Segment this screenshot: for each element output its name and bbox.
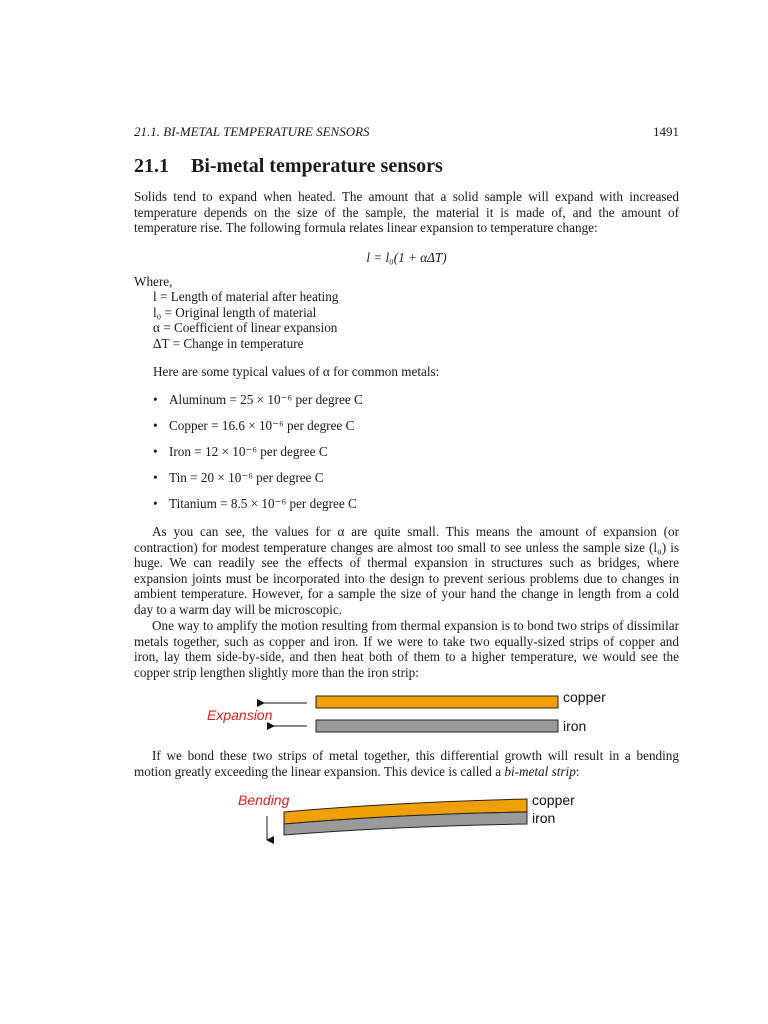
copper-strip — [316, 696, 558, 708]
list-item: • Tin = 20 × 10⁻⁶ per degree C — [153, 470, 324, 485]
section-heading — [134, 155, 443, 178]
list-item: • Iron = 12 × 10⁻⁶ per degree C — [153, 444, 328, 459]
definition-item: l = Length of material after heating — [153, 289, 339, 304]
definition-item: ΔT = Change in temperature — [153, 335, 304, 351]
paragraph-intro: Solids tend to expand when heated. The amount that a solid sample will expand with increased temperature depends on the size of the sample, the material it is made of, and the amount of temperature rise. The following formula relates linear expansion to temperature change: — [134, 189, 679, 236]
metals-intro: Here are some typical values of α for common metals: — [153, 364, 440, 379]
definition-item: l₀ = Original length of material — [153, 304, 317, 320]
iron-strip — [316, 720, 558, 732]
paragraph-bimetal: If we bond these two strips of metal together, this differential growth will result in a bending motion greatly exceeding the linear expansion. This device is called a bi-metal strip: — [134, 748, 679, 779]
bending-figure — [0, 788, 768, 848]
page-number: 1491 — [653, 124, 679, 139]
list-item: • Copper = 16.6 × 10⁻⁶ per degree C — [153, 418, 355, 433]
iron-label: iron — [532, 810, 556, 826]
paragraph-amplify: One way to amplify the motion resulting from thermal expansion is to bond two strips of dissimilar metals together, such as copper and iron. If we were to take two equally-sized strips of copper and iron, lay them side-by-side, and then heat both of them to a higher temperature, we would see the copper strip lengthen slightly more than the iron strip: — [134, 618, 679, 680]
copper-label: copper — [532, 792, 575, 808]
definition-item: α = Coefficient of linear expansion — [153, 320, 338, 336]
variable-definitions — [153, 289, 338, 351]
list-item: • Titanium = 8.5 × 10⁻⁶ per degree C — [153, 496, 357, 511]
paragraph-small-values: As you can see, the values for α are quite small. This means the amount of expansion (or contraction) for modest temperature changes are almost too small to see unless the sample size (l₀) is huge. We can readily see the effects of thermal expansion in structures such as bridges, where expansion joints must be incorporated into the design to prevent serious problems due to changes in ambient temperature. However, for a sample the size of your hand the change in length from a cold day to a warm day will be microscopic. — [134, 524, 679, 617]
list-item: • Aluminum = 25 × 10⁻⁶ per degree C — [153, 392, 363, 407]
expansion-figure — [0, 685, 768, 740]
running-header — [134, 124, 679, 140]
expansion-label: Expansion — [207, 707, 273, 723]
running-title: 21.1. BI-METAL TEMPERATURE SENSORS — [134, 124, 370, 139]
bending-label: Bending — [238, 792, 290, 808]
copper-label: copper — [563, 689, 606, 705]
iron-label: iron — [563, 718, 587, 734]
bimetal-term: bi-metal strip — [504, 763, 576, 779]
where-label: Where, — [134, 274, 173, 289]
section-title: Bi-metal temperature sensors — [191, 155, 443, 177]
metals-list — [153, 392, 363, 522]
section-number: 21.1 — [134, 155, 169, 177]
expansion-equation: l = l₀(1 + αΔT) — [366, 250, 447, 265]
